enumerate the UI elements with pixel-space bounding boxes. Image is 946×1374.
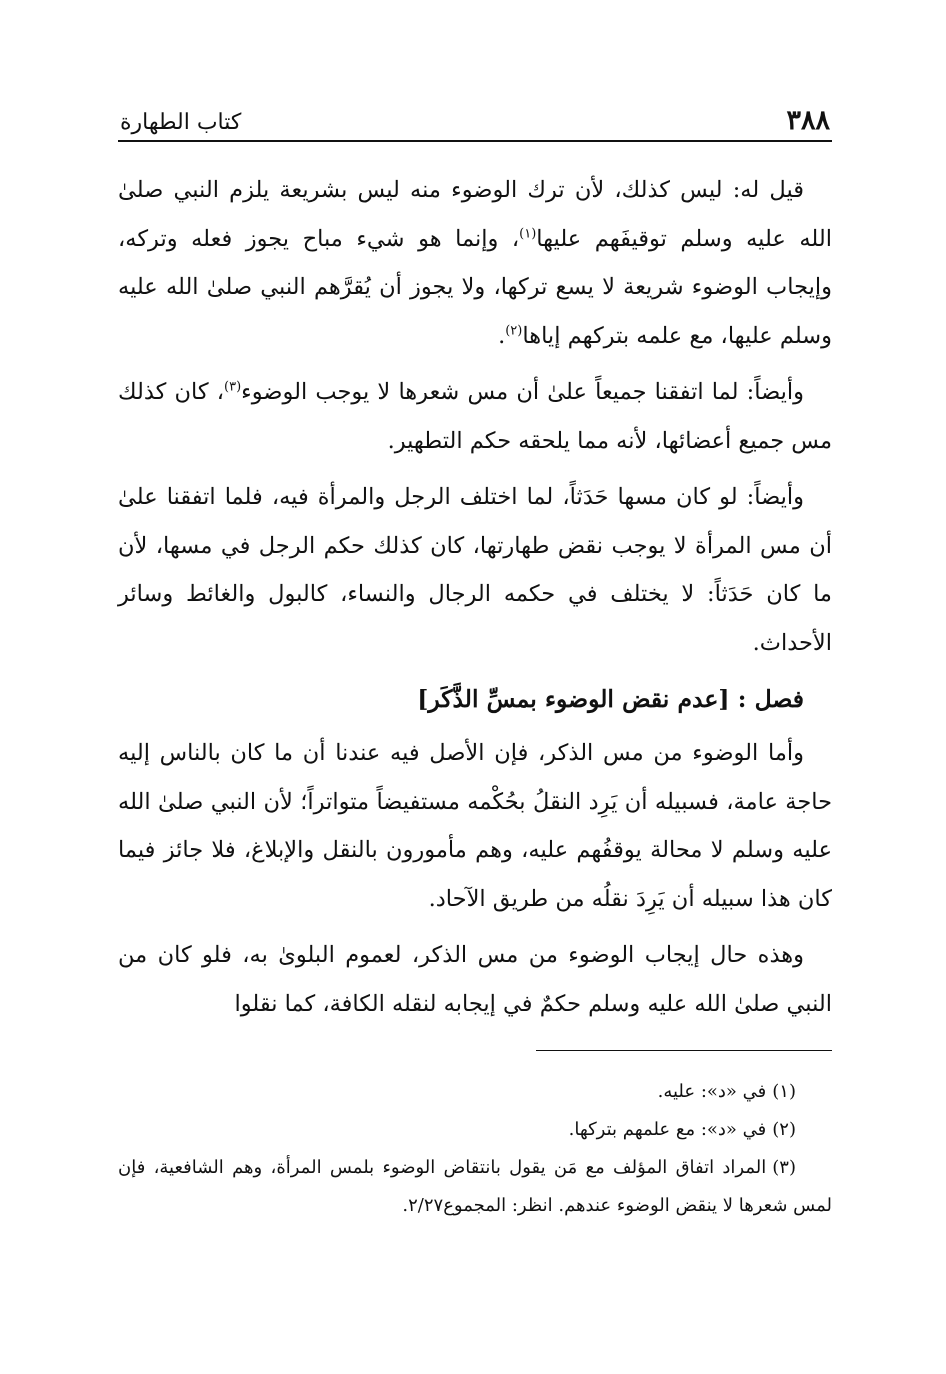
main-text <box>118 166 832 1028</box>
footnote-ref[interactable]: (٢) <box>505 323 523 338</box>
paragraph <box>118 368 832 465</box>
paragraph-text: . <box>498 322 506 349</box>
paragraph-text: وأيضاً: لو كان مسها حَدَثاً، لما اختلف الرجل والمرأة فيه، فلما اتفقنا علىٰ أن مس المرأة لا يوجب نقض طهارتها، كان كذلك حكم الرجل في مسها، لأن ما كان حَدَثاً: لا يختلف في حكمه الرجال والنساء، كالبول والغائط وسائر الأحداث. <box>118 484 832 656</box>
footnote-ref[interactable]: (٣) <box>224 379 242 395</box>
book-page <box>118 98 832 1225</box>
footnote-ref[interactable]: (١) <box>519 226 537 241</box>
page-number: ٣٨٨ <box>786 105 830 136</box>
footnote-number: (١) <box>772 1081 796 1102</box>
paragraph-text: ، وإنما هو شيء مباح يجوز فعله وتركه، وإيجاب الوضوء شريعة لا يسع تركها، ولا يجوز أن يُقرَّهم النبي صلىٰ الله عليه وسلم عليها، مع علمه بتركهم إياها <box>118 225 832 349</box>
footnote-text: في «د»: مع علمهم بتركها. <box>568 1119 767 1140</box>
footnote <box>118 1149 832 1225</box>
section-label: فصل : <box>737 685 804 713</box>
paragraph: وهذه حال إيجاب الوضوء من مس الذكر، لعموم البلوىٰ به، فلو كان من النبي صلىٰ الله عليه وسلم حكمٌ في إيجابه لنقله الكافة، كما نقلوا <box>118 942 832 1017</box>
paragraph-text: قيل له: ليس كذلك، لأن ترك الوضوء منه ليس بشريعة يلزم النبي صلىٰ الله عليه وسلم توقيفَهم عليها <box>118 177 832 252</box>
footnote-text: المراد اتفاق المؤلف مع مَن يقول بانتقاض الوضوء بلمس المرأة، وهم الشافعية، فإن لمس شعرها لا ينقض الوضوء عندهم. انظر: المجموع٢/٢٧. <box>118 1157 832 1216</box>
paragraph <box>118 166 832 360</box>
paragraph-text: وأيضاً: لما اتفقنا جميعاً علىٰ أن مس شعرها لا يوجب الوضوء <box>241 379 804 405</box>
footnote-text: في «د»: عليه. <box>657 1081 767 1102</box>
footnote-divider <box>536 1050 832 1051</box>
paragraph: وأما الوضوء من مس الذكر، فإن الأصل فيه عندنا أن ما كان بالناس إليه حاجة عامة، فسبيله أن يَرِد النقلُ بحُكْمه مستفيضاً متواتراً؛ لأن النبي صلىٰ الله عليه وسلم لا محالة يوقفُهم عليه، وهم مأمورون بالنقل والإبلاغ، فلا جائز فيما كان هذا سبيله أن يَرِدَ نقلُه من طريق الآحاد. <box>118 740 832 912</box>
section-heading <box>118 675 832 723</box>
footnote-number: (٢) <box>772 1119 796 1140</box>
footnote-number: (٣) <box>772 1157 796 1178</box>
paragraph <box>118 473 832 667</box>
paragraph-text: ، كان كذلك مس جميع أعضائها، لأنه مما يلحقه حكم التطهير. <box>118 379 832 454</box>
footnote <box>118 1111 832 1149</box>
section-title: [عدم نقض الوضوء بمسِّ الذَّكَر] <box>417 685 730 713</box>
running-title: كتاب الطهارة <box>120 110 242 135</box>
footnote <box>118 1073 832 1111</box>
footnotes <box>118 1073 832 1225</box>
page-header <box>118 98 832 142</box>
